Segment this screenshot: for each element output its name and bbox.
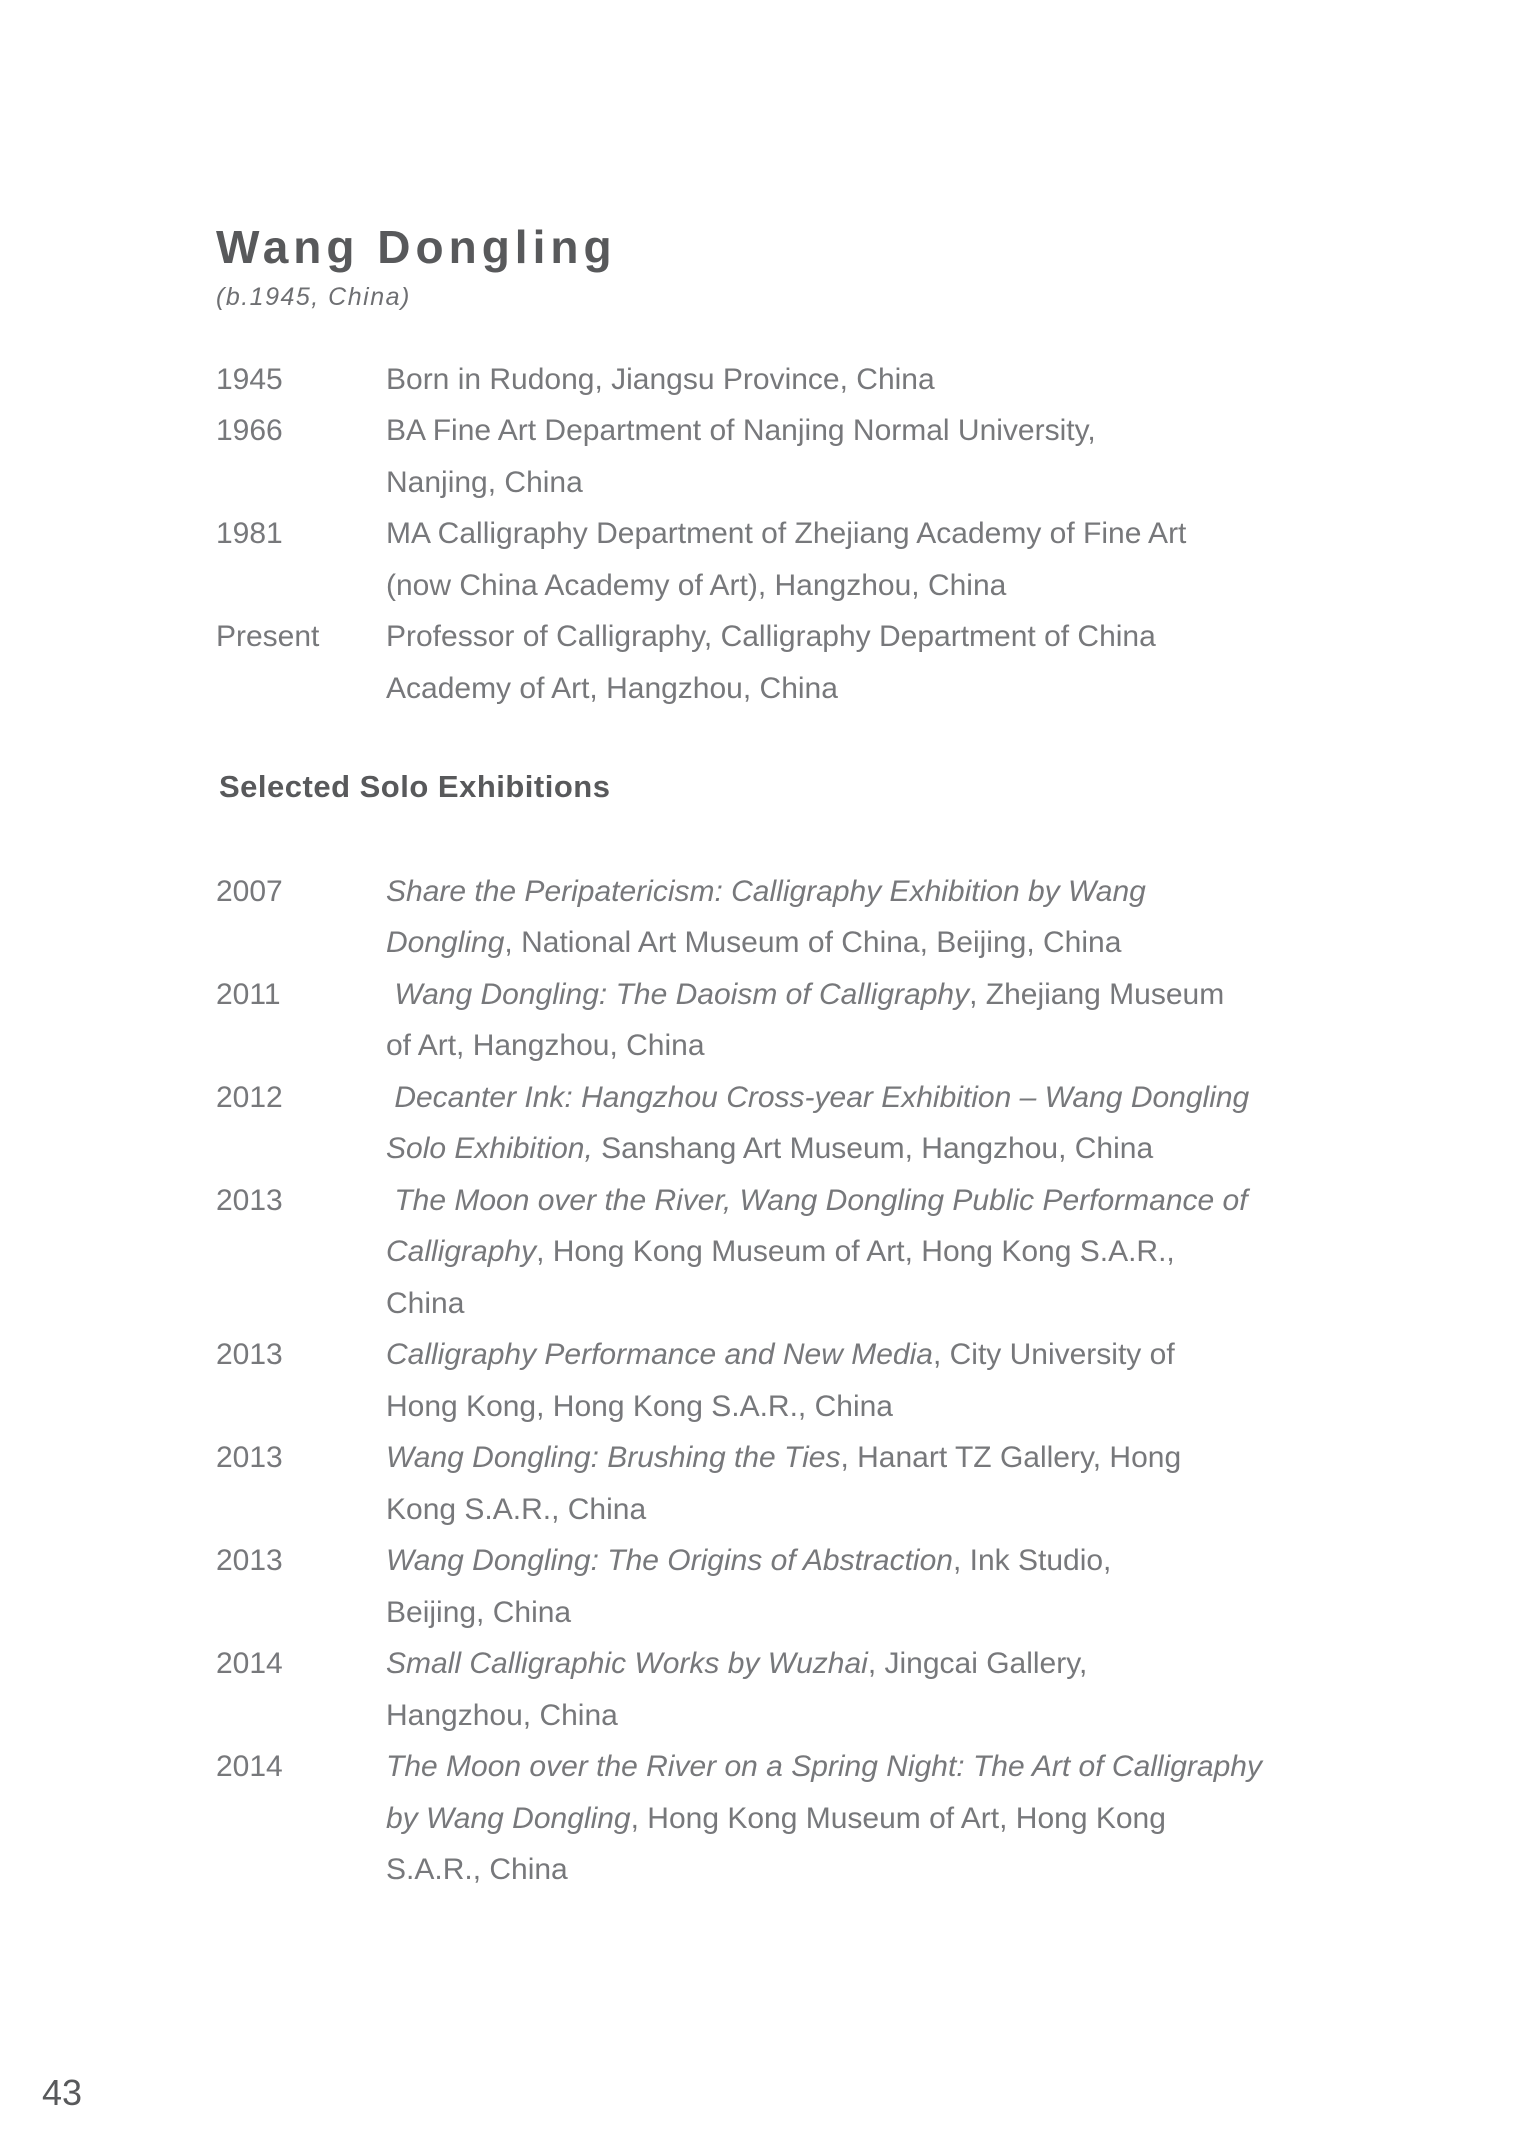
exhibition-title-segment: The Moon over the River on a Spring Night: The Art of Calligraphy <box>386 1750 1262 1784</box>
exhibition-venue-segment: , City University of <box>932 1338 1175 1372</box>
exhibition-row-text <box>386 1287 464 1321</box>
exhibition-venue-segment: Hangzhou, China <box>386 1698 618 1732</box>
exhibition-venue-segment: , Hong Kong Museum of Art, Hong Kong <box>630 1801 1166 1835</box>
exhibition-venue-segment: of Art, Hangzhou, China <box>386 1029 705 1063</box>
exhibition-row-text <box>386 1029 705 1063</box>
exhibition-row <box>216 1639 1262 1691</box>
exhibition-venue-segment: , Zhejiang Museum <box>969 977 1225 1011</box>
year-label: 2011 <box>216 977 281 1011</box>
exhibition-row <box>216 1536 1262 1588</box>
year-label: 2007 <box>216 874 283 908</box>
exhibition-venue-segment: China <box>386 1286 465 1320</box>
exhibition-row <box>216 1072 1262 1124</box>
bio-row-text: Academy of Art, Hangzhou, China <box>386 671 838 705</box>
bio-row-text: BA Fine Art Department of Nanjing Normal University, <box>386 414 1096 448</box>
exhibition-title-segment: Share the Peripatericism: Calligraphy Exhibition by Wang <box>386 874 1146 908</box>
exhibition-row <box>216 1793 1262 1845</box>
exhibition-venue-segment: , National Art Museum of China, Beijing, China <box>504 926 1122 960</box>
exhibition-row-text <box>386 875 1146 909</box>
exhibition-venue-segment: Hong Kong, Hong Kong S.A.R., China <box>386 1389 893 1423</box>
exhibition-title-segment: Decanter Ink: Hangzhou Cross-year Exhibition – Wang Dongling <box>386 1080 1250 1114</box>
year-label: Present <box>216 620 320 654</box>
exhibition-row <box>216 1124 1262 1176</box>
bio-row <box>216 406 1186 458</box>
exhibition-row <box>216 1484 1262 1536</box>
exhibition-row-text <box>386 1441 1181 1475</box>
year-label: 2012 <box>216 1080 283 1114</box>
exhibition-venue-segment: , Jingcai Gallery, <box>867 1647 1088 1681</box>
year-label: 1981 <box>216 517 283 551</box>
exhibition-row <box>216 1690 1262 1742</box>
bio-row-text: Born in Rudong, Jiangsu Province, China <box>386 362 935 396</box>
exhibition-row <box>216 1845 1262 1897</box>
exhibition-title-segment: by Wang Dongling <box>386 1801 631 1835</box>
bio-row <box>216 457 1186 509</box>
exhibition-row-text <box>386 926 1121 960</box>
exhibition-title-segment: Calligraphy <box>386 1235 537 1269</box>
exhibition-venue-segment: Beijing, China <box>386 1595 572 1629</box>
bio-row <box>216 560 1186 612</box>
exhibition-row-text <box>386 1750 1262 1784</box>
exhibition-row-text <box>386 978 1224 1012</box>
exhibition-title-segment: Small Calligraphic Works by Wuzhai <box>386 1647 868 1681</box>
exhibition-row-text <box>386 1184 1248 1218</box>
exhibition-row <box>216 918 1262 970</box>
bio-row <box>216 509 1186 561</box>
exhibition-row-text <box>386 1853 568 1887</box>
year-label: 1945 <box>216 362 283 396</box>
exhibition-row-text <box>386 1338 1175 1372</box>
exhibition-row <box>216 1587 1262 1639</box>
year-label: 2013 <box>216 1338 283 1372</box>
exhibition-row <box>216 1433 1262 1485</box>
year-label: 2014 <box>216 1647 283 1681</box>
year-label: 2013 <box>216 1441 283 1475</box>
exhibitions-list <box>216 866 1262 1896</box>
exhibitions-heading: Selected Solo Exhibitions <box>219 769 611 804</box>
year-label: 1966 <box>216 414 283 448</box>
exhibition-row <box>216 1742 1262 1794</box>
exhibition-venue-segment: , Ink Studio, <box>952 1544 1112 1578</box>
exhibition-row-text <box>386 1081 1249 1115</box>
page-number: 43 <box>42 2072 83 2113</box>
exhibition-title-segment: Wang Dongling: The Daoism of Calligraphy <box>386 977 970 1011</box>
exhibition-title-segment: Wang Dongling: The Origins of Abstraction <box>386 1544 953 1578</box>
exhibition-row <box>216 1175 1262 1227</box>
exhibition-row-text <box>386 1235 1175 1269</box>
exhibition-row <box>216 969 1262 1021</box>
exhibition-venue-segment: Sanshang Art Museum, Hangzhou, China <box>592 1132 1154 1166</box>
exhibition-row <box>216 1278 1262 1330</box>
bio-row-text: (now China Academy of Art), Hangzhou, China <box>386 568 1007 602</box>
year-label: 2014 <box>216 1750 283 1784</box>
exhibition-venue-segment: , Hanart TZ Gallery, Hong <box>840 1441 1182 1475</box>
exhibition-venue-segment: Kong S.A.R., China <box>386 1492 647 1526</box>
exhibition-venue-segment: , Hong Kong Museum of Art, Hong Kong S.A.R., <box>536 1235 1175 1269</box>
bio-row <box>216 612 1186 664</box>
exhibition-row-text <box>386 1647 1087 1681</box>
exhibition-row <box>216 1227 1262 1279</box>
exhibition-title-segment: Calligraphy Performance and New Media <box>386 1338 933 1372</box>
exhibition-row-text <box>386 1544 1111 1578</box>
exhibition-row <box>216 1021 1262 1073</box>
exhibition-row-text <box>386 1699 618 1733</box>
exhibition-row-text <box>386 1596 571 1630</box>
exhibition-row <box>216 1330 1262 1382</box>
exhibition-row <box>216 1381 1262 1433</box>
year-label: 2013 <box>216 1183 283 1217</box>
exhibition-title-segment: The Moon over the River, Wang Dongling Public Performance of <box>386 1183 1248 1217</box>
exhibition-row-text <box>386 1132 1153 1166</box>
exhibition-venue-segment: S.A.R., China <box>386 1853 568 1887</box>
exhibition-row-text <box>386 1390 893 1424</box>
exhibition-row-text <box>386 1493 646 1527</box>
bio-row <box>216 354 1186 406</box>
exhibition-row-text <box>386 1802 1166 1836</box>
artist-header <box>216 222 617 312</box>
exhibition-row <box>216 866 1262 918</box>
bio-row <box>216 663 1186 715</box>
bio-row-text: Nanjing, China <box>386 465 583 499</box>
exhibition-title-segment: Solo Exhibition, <box>386 1132 593 1166</box>
bio-row-text: Professor of Calligraphy, Calligraphy Department of China <box>386 620 1156 654</box>
artist-birth-info: (b.1945, China) <box>216 282 411 311</box>
bio-row-text: MA Calligraphy Department of Zhejiang Academy of Fine Art <box>386 517 1187 551</box>
biography-list <box>216 354 1186 715</box>
year-label: 2013 <box>216 1544 283 1578</box>
exhibition-title-segment: Dongling <box>386 926 505 960</box>
exhibition-title-segment: Wang Dongling: Brushing the Ties <box>386 1441 841 1475</box>
artist-name: Wang Dongling <box>216 221 617 273</box>
